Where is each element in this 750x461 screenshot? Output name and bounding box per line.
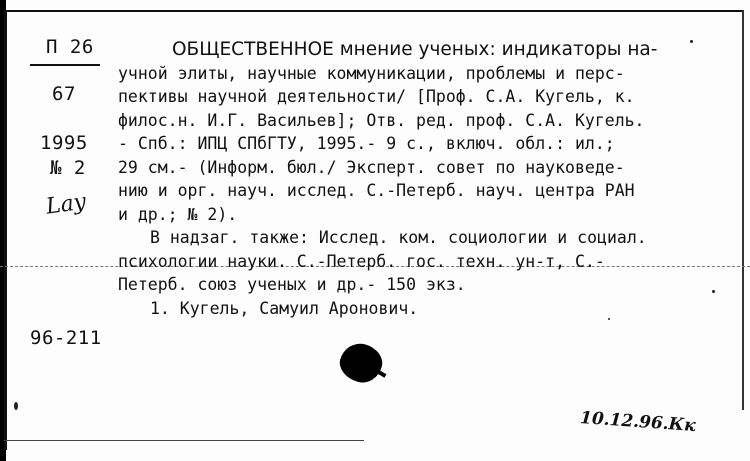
card-bottom-border: [4, 440, 364, 441]
entry-line: филос.н. И.Г. Васильев]; Отв. ред. проф. С.А. Кугель.: [118, 110, 645, 130]
entry-line: учной элиты, научные коммуникации, проблемы и перс-: [118, 63, 625, 83]
shelfmark-rule: [30, 64, 100, 66]
entry-line: ОБЩЕСТВЕННОЕ мнение ученых: индикаторы на-: [172, 39, 658, 60]
entry-line: 29 см.- (Информ. бюл./ Эксперт. совет по науковеде-: [118, 157, 625, 177]
ink-blot-tail: [378, 370, 387, 377]
shelfmark-issue: № 2: [50, 157, 86, 179]
handwritten-date: 10.12.96.Кк: [579, 407, 697, 437]
scan-speck: [712, 290, 715, 293]
entry-line: пективы научной деятельности/ [Проф. С.А. Кугель, к.: [118, 87, 635, 106]
card-right-border: [742, 10, 744, 410]
entry-line: - Спб.: ИПЦ СПбГТУ, 1995.- 9 с., включ. обл.: ил.;: [118, 134, 615, 153]
handwritten-signature: Lay: [44, 189, 88, 220]
scan-speck: [14, 402, 18, 410]
ink-blot: [336, 339, 386, 387]
note-line: Петерб. союз ученых и др.- 150 экз.: [118, 275, 466, 294]
shelfmark-year: 1995: [40, 132, 88, 154]
note-line: В надзаг. также: Исслед. ком. социологии и социал.: [150, 228, 647, 247]
subject-entry: 1. Кугель, Самуил Аронович.: [150, 298, 419, 318]
entry-line: и др.; № 2).: [118, 204, 238, 224]
scan-speck: [690, 40, 693, 43]
scan-speck: [608, 318, 610, 320]
accession-number: 96-211: [30, 327, 102, 349]
bibliographic-entry: [118, 38, 718, 320]
note-line: психологии науки. С.-Петерб. гос. техн. ун-т, С.-: [118, 251, 605, 271]
shelfmark-class: П 26: [46, 36, 94, 58]
shelfmark-number: 67: [52, 83, 76, 105]
card-top-border: [4, 10, 744, 12]
entry-line: нию и орг. науч. исслед. С.-Петерб. науч. центра РАН: [118, 181, 635, 200]
card-left-border: [4, 10, 7, 450]
